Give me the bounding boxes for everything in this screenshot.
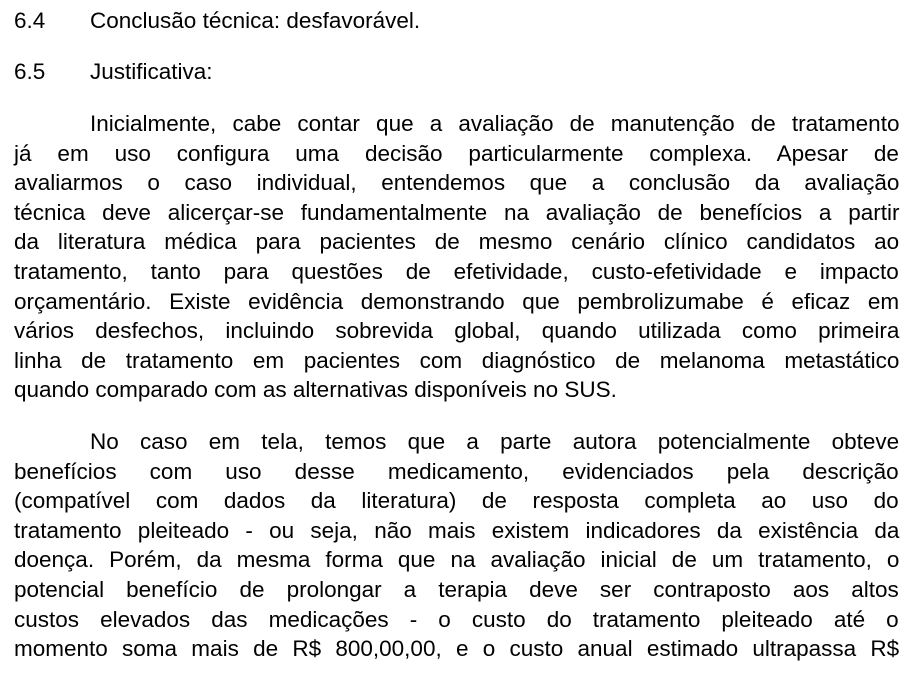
section-number: 6.5	[14, 59, 46, 84]
paragraph-line: quando comparado com as alternativas disponíveis no SUS.	[14, 377, 617, 403]
paragraph-line: orçamentário. Existe evidência demonstrando que pembrolizumabe é eficaz em	[14, 288, 900, 314]
paragraph-line: potencial benefício de prolongar a terapia deve ser contraposto aos altos	[14, 576, 899, 602]
paragraph-line: doença. Porém, da mesma forma que na avaliação inicial de um tratamento, o	[14, 547, 900, 573]
paragraph-line: tratamento, tanto para questões de efetividade, custo-efetividade e impacto	[14, 258, 899, 284]
paragraph-line: já em uso configura uma decisão particularmente complexa. Apesar de	[14, 140, 899, 166]
paragraph-line: momento soma mais de R$ 800,00,00, e o custo anual estimado ultrapassa R$	[14, 636, 900, 662]
paragraph-line: Inicialmente, cabe contar que a avaliação de manutenção de tratamento	[90, 111, 900, 136]
section-title: Justificativa:	[90, 59, 213, 84]
paragraph-line: avaliarmos o caso individual, entendemos que a conclusão da avaliação	[14, 170, 900, 196]
paragraph-line: vários desfechos, incluindo sobrevida global, quando utilizada como primeira	[14, 318, 900, 344]
paragraph-1	[14, 109, 899, 405]
paragraph-line: técnica deve alicerçar-se fundamentalmente na avaliação de benefícios a partir	[14, 199, 900, 225]
paragraph-line: benefícios com uso desse medicamento, evidenciados pela descrição	[14, 458, 899, 484]
paragraph-line: linha de tratamento em pacientes com diagnóstico de melanoma metastático	[14, 347, 900, 373]
paragraph-2	[14, 427, 899, 664]
section-title: Conclusão técnica: desfavorável.	[90, 8, 421, 33]
section-heading-6-4	[14, 6, 420, 36]
paragraph-line: da literatura médica para pacientes de mesmo cenário clínico candidatos ao	[14, 229, 900, 255]
section-number: 6.4	[14, 8, 46, 33]
paragraph-line: tratamento pleiteado - ou seja, não mais existem indicadores da existência da	[14, 517, 900, 543]
paragraph-line: No caso em tela, temos que a parte autora potencialmente obteve	[90, 429, 900, 454]
paragraph-line: (compatível com dados da literatura) de resposta completa ao uso do	[14, 488, 899, 514]
paragraph-line: custos elevados das medicações - o custo do tratamento pleiteado até o	[14, 606, 899, 632]
section-heading-6-5	[14, 57, 213, 87]
